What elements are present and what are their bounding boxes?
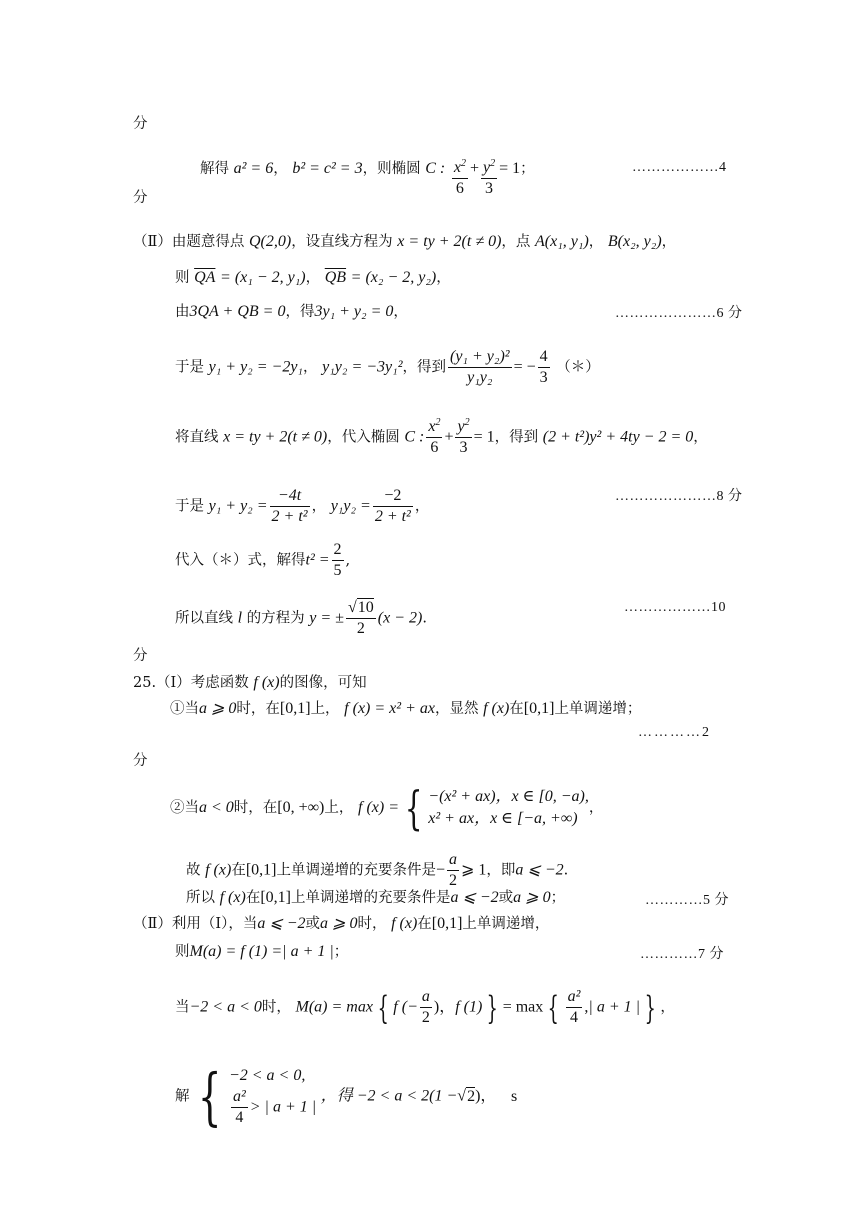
a-ge-0-3: a ⩾ 0 — [320, 915, 358, 932]
point-text: ，点 — [501, 234, 531, 250]
function-f-5: f (x) — [391, 915, 418, 932]
case2-line: ②当a < 0时，在[0, +∞)上， f (x) = { −(x² + ax)，x ∈ [0, −a), x² + ax，x ∈ [−a, +∞) ， — [170, 781, 604, 835]
when-on-text-2: 时，在 — [233, 800, 278, 816]
a-le-neg2-2: a ⩽ −2 — [450, 889, 499, 906]
two-fifths: $\frac{2}{5}$ — [333, 541, 342, 579]
vieta-line: 于是 y₁ + y₂ = $\frac{-4t}{\text{2 + t²}}$ ， y₁y₂ = $\frac{-2}{\text{2 + t²}}$ ， — [175, 487, 430, 525]
into-ellipse-text: ，代入椭圆 — [327, 429, 400, 446]
left-brace-icon: { — [404, 781, 423, 835]
inequality-system: −2 < a < 0, $\frac{\text{a²}}{4}$ > | a + 1 | — [228, 1067, 317, 1126]
solve-prefix: 解得 — [200, 161, 229, 177]
on-text: 上， — [310, 701, 340, 717]
a-lt-0: a < 0 — [199, 799, 234, 816]
system-line: 解 { −2 < a < 0, $\frac{\text{a²}}{4}$ > | a + 1 | ，得 −2 < a < 2(1 −√2)， s — [175, 1059, 518, 1133]
interval-01: [0,1] — [279, 700, 311, 717]
x-minus-2: (x − 2) — [377, 609, 423, 627]
M-a-max: M(a) = max — [295, 998, 373, 1016]
graph-text: 的图像，可知 — [279, 675, 367, 691]
line-equation: x = ty + 2(t ≠ 0) — [397, 233, 502, 250]
score-dots-8: …………………8 分 — [615, 489, 743, 504]
cond-is-text: 上单调递增的充要条件是 — [290, 890, 451, 906]
so-all-text: 所以 — [186, 890, 215, 906]
quadratic-equation: (2 + t²)y² + 4ty − 2 = 0 — [542, 428, 694, 446]
line-equation-2: x = ty + 2(t ≠ 0) — [223, 428, 328, 446]
score-dots-5: …………5 分 — [645, 893, 729, 908]
left-brace-icon: { — [377, 988, 389, 1027]
a-squared: a² = 6 — [233, 160, 274, 177]
then-ellipse: 则椭圆 — [377, 161, 421, 177]
or-text: 或 — [498, 890, 514, 906]
when2-text: 当 — [175, 999, 190, 1016]
part2-label: （Ⅱ） — [133, 234, 172, 250]
product-lhs: y₁y₂ = — [330, 497, 371, 515]
point-Q: Q(2,0) — [248, 233, 292, 250]
vector-sum: 3QA + QB = 0 — [189, 303, 286, 320]
q25-intro-line — [133, 673, 367, 693]
ge-1: ⩾ 1 — [461, 861, 487, 879]
line-equation-result — [175, 598, 427, 639]
result-end: )， — [475, 1087, 497, 1105]
a-range: −2 < a < 0 — [189, 998, 262, 1016]
vector-sum-line: 由3QA + QB = 0，得3y₁ + y₂ = 0， — [175, 303, 408, 320]
a-le-neg2-3: a ⩽ −2 — [257, 915, 306, 932]
solve-text: 解 — [175, 1088, 190, 1105]
function-f-3: f (x) — [205, 861, 232, 879]
score-dots-4: ………………4 — [632, 160, 727, 175]
function-f-4: f (x) — [219, 889, 246, 906]
eq-is-text: 的方程为 — [246, 610, 305, 627]
get-text: ，得 — [285, 304, 315, 320]
t-squared: t² = — [305, 551, 330, 569]
period: . — [422, 610, 427, 627]
part2-intro-line: （Ⅱ）由题意得点 Q(2,0)，设直线方程为 x = ty + 2(t ≠ 0)，点 A(x₁, y₁)， B(x₂, y₂)， — [133, 233, 677, 250]
a-over-2: $\frac{a}{2}$ — [449, 851, 457, 889]
abs-a-plus-1: | a + 1 | — [588, 998, 641, 1016]
when-on-text: 时，在 — [236, 701, 280, 717]
function-f: f (x) — [253, 674, 280, 691]
case1-label: ①当 — [170, 701, 199, 717]
a2-over-4: $\frac{\text{a²}}{4}$ — [567, 988, 581, 1026]
hence-line: 故 f (x)在[0,1]上单调递增的充要条件是− $\frac{a}{2}$ ⩾ 1，即a ⩽ −2. — [186, 851, 569, 889]
stray-s: s — [511, 1087, 518, 1105]
sum-fraction: $\frac{-4t}{\text{2 + t²}}$ — [271, 487, 308, 525]
sub-star-text: 代入（＊）式，解得 — [175, 552, 306, 569]
interval-01-4: [0,1] — [260, 889, 291, 906]
get-to-text: ，得到 — [402, 359, 446, 376]
function-f-2: f (x) — [483, 700, 510, 717]
so-text-2: 于是 — [175, 498, 204, 515]
conclusion-1-line: 所以 f (x)在[0,1]上单调递增的充要条件是a ⩽ −2或a ⩾ 0； — [186, 889, 566, 906]
ellipse-name-2: C : — [404, 428, 425, 446]
fen-label: 分 — [133, 190, 148, 206]
fen-label: 分 — [133, 753, 148, 769]
point-B: B(x₂, y₂) — [607, 233, 662, 250]
substitute-line: 将直线 x = ty + 2(t ≠ 0)，代入椭圆 C : $\frac{x^2}{6}$ + $\frac{y^2}{3}$ = 1，得到 (2 + t²)y² + 4ty − 2 = 0， — [175, 417, 708, 456]
mono-cond-text: 上单调递增的充要条件是 — [276, 862, 436, 879]
vector-QB-value: = (x₂ − 2, y₂) — [350, 269, 437, 286]
interval-01-3: [0,1] — [245, 861, 277, 879]
x2-over-6-full: $\frac{x^2}{6}$ — [428, 417, 441, 456]
y-relation: 3y₁ + y₂ = 0 — [314, 303, 394, 320]
case1-line: ①当a ⩾ 0时，在[0,1]上， f (x) = x² + ax，显然 f (x)在[0,1]上单调递增； — [170, 700, 642, 717]
interval-01-2: [0,1] — [523, 700, 555, 717]
a-over-2-b: $\frac{a}{2}$ — [421, 988, 430, 1026]
left-brace-icon: { — [197, 1059, 222, 1133]
right-brace-icon: } — [644, 988, 656, 1027]
q25-part2-label: （Ⅱ）利用（Ⅰ），当 — [133, 916, 258, 932]
product-fraction: $\frac{-2}{\text{2 + t²}}$ — [374, 487, 411, 525]
score-dots-6: …………………6 分 — [615, 306, 743, 321]
a-ge-0: a ⩾ 0 — [199, 700, 237, 717]
intro-text: 由题意得点 — [171, 234, 245, 250]
solve-t-line: 代入（＊）式，解得t² = $\frac{2}{5}$ , — [175, 541, 351, 579]
neg-four-thirds: $\frac{4}{3}$ — [539, 348, 548, 386]
substitute-text: 将直线 — [175, 429, 219, 446]
case2-label: ②当 — [170, 800, 199, 816]
get-to-text-2: ，得到 — [494, 429, 539, 446]
interval-0-inf: [0, +∞) — [277, 799, 325, 816]
then-text: 则 — [175, 270, 190, 286]
fx-piecewise-lhs: f (x) = — [358, 799, 399, 816]
fen-label: 分 — [133, 116, 148, 132]
vector-QB: $\overline{QB}$ — [324, 269, 347, 286]
product-y: y₁y₂ = −3y₁² — [322, 358, 403, 376]
sum-product-line: 于是 y₁ + y₂ = −2y₁， y₁y₂ = −3y₁²，得到 $\frac{\text{(y₁ + y₂)²}}{\text{y₁y₂}}$ = − $\frac{4}{3}$ （＊） — [175, 348, 600, 386]
f-1: f (1) — [455, 998, 483, 1016]
vectors-line: 则 $\overline{QA} = (x_1 - 2$, y₁)， $\overline{QB} = (x_2 - 2$, y₂)， — [175, 269, 451, 286]
by-text: 由 — [175, 304, 190, 320]
mono-inc-text: 上单调递增； — [554, 701, 642, 717]
semicolon: ； — [520, 161, 535, 177]
vector-QA: $\overline{QA}$ — [194, 269, 216, 286]
a-le-neg2: a ⩽ −2 — [515, 861, 564, 879]
ellipse-name: C : — [425, 160, 446, 177]
b-c-squared: b² = c² = 3 — [292, 160, 363, 177]
x2-over-6: $\frac{x^2}{6}$ — [453, 158, 466, 197]
then-text-2: 则 — [175, 944, 190, 960]
a-ge-0-2: a ⩾ 0 — [513, 889, 551, 906]
sum-y: y₁ + y₂ = −2y₁ — [208, 358, 303, 376]
y2-over-3: $\frac{y^2}{3}$ — [482, 158, 496, 197]
interval-01-5: [0,1] — [431, 915, 463, 932]
solve-ellipse-line: 解得 a² = 6， b² = c² = 3，则椭圆 C : $\frac{x^2}{6}$ + $\frac{y^2}{3}$ = 1； — [200, 158, 535, 197]
point-A: A(x₁, y₁) — [535, 233, 589, 250]
sum-lhs: y₁ + y₂ = — [208, 497, 268, 515]
y-equals: y = ± — [309, 609, 344, 627]
right-brace-icon: } — [486, 988, 499, 1027]
on-text-2: 上， — [324, 800, 354, 816]
star-mark: （＊） — [556, 359, 600, 376]
q25-part2-line: （Ⅱ）利用（Ⅰ），当a ⩽ −2或a ⩾ 0时， f (x)在[0,1]上单调递增， — [133, 915, 550, 932]
ratio-fraction: $\frac{\text{(y₁ + y₂)²}}{\text{y₁y₂}}$ — [450, 348, 510, 386]
so-text: 于是 — [175, 359, 204, 376]
vector-QA-value: = (x₁ − 2, y₁) — [220, 269, 306, 286]
score-dots-7: …………7 分 — [640, 947, 724, 962]
result-text: ，得 −2 < a < 2(1 − — [320, 1087, 458, 1105]
line-l: l — [237, 609, 243, 627]
f-neg: f (− — [393, 998, 418, 1016]
score-dots-10: ………………10 — [624, 600, 726, 615]
hence-text: 故 — [186, 862, 201, 879]
fen-label: 分 — [133, 648, 148, 664]
Ma-max-line: 当−2 < a < 0时， M(a) = max { f (− $\frac{a}{2}$ )，f (1) } = max { $\frac{\text{a²}}{4}$ ,| a + 1 | } ， — [175, 988, 675, 1027]
q25-label: 25.（Ⅰ）考虑函数 — [133, 675, 249, 691]
when-text: 时， — [357, 916, 387, 932]
score-dots-2: …………2 — [638, 725, 711, 740]
obviously-text: ，显然 — [434, 701, 479, 717]
left-brace-icon: { — [547, 988, 560, 1027]
or-text-2: 或 — [305, 916, 321, 932]
ie-text: ，即 — [486, 862, 516, 879]
mono-inc-text-2: 上单调递增， — [462, 916, 550, 932]
Ma-line: 则M(a) = f (1) =| a + 1 |； — [175, 943, 349, 960]
piecewise-cases: −(x² + ax)，x ∈ [0, −a), x² + ax，x ∈ [−a, +∞) — [428, 788, 589, 827]
M-a-equals: M(a) = f (1) =| a + 1 | — [189, 943, 334, 960]
set-line-text: ，设直线方程为 — [291, 234, 393, 250]
eq-max: = max — [502, 998, 544, 1016]
fx-definition: f (x) = x² + ax — [344, 700, 435, 717]
therefore-text: 所以直线 — [175, 610, 233, 627]
sqrt10-over-2: $\frac{√10}{2}$ — [347, 599, 374, 637]
y2-over-3-full: $\frac{y^2}{3}$ — [457, 417, 470, 456]
